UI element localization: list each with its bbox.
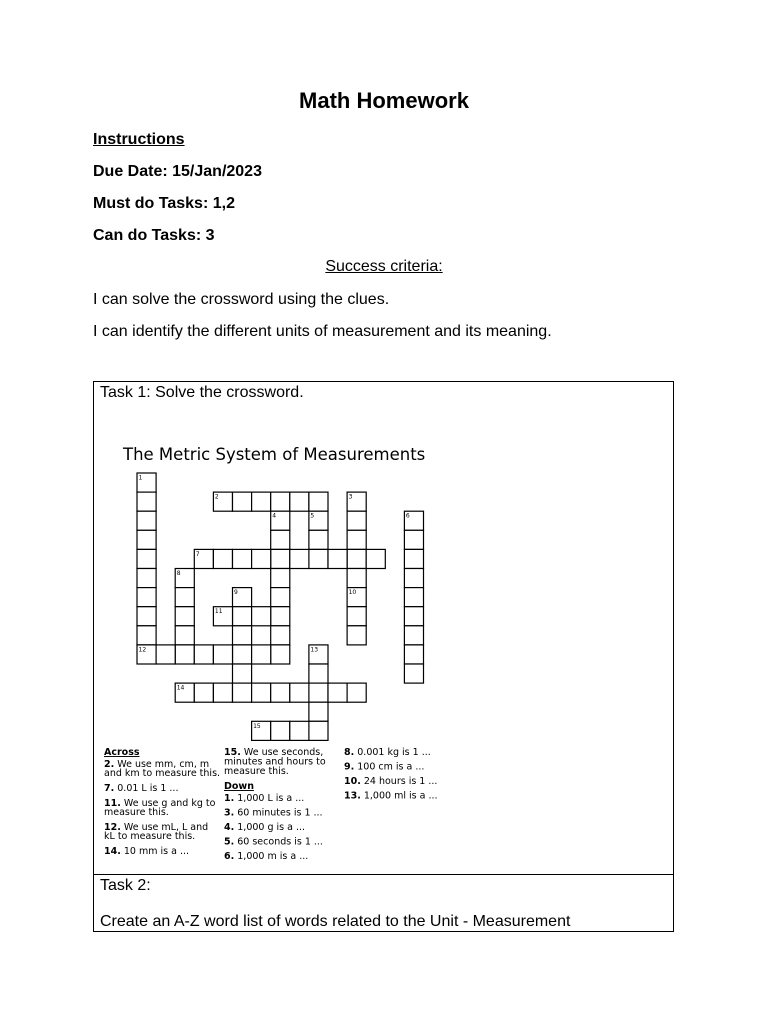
crossword-cell[interactable] (194, 683, 213, 702)
crossword-cell[interactable] (137, 607, 156, 626)
crossword-cell-number: 12 (138, 646, 147, 654)
crossword-title: The Metric System of Measurements (123, 445, 426, 464)
clue-line: 2. We use mm, cm, m (104, 759, 210, 770)
crossword-cell[interactable] (404, 588, 423, 607)
crossword-cell[interactable] (290, 549, 309, 568)
crossword-cell[interactable] (309, 664, 328, 683)
clue-line: 15. We use seconds, (224, 747, 324, 758)
clue-line: 4. 1,000 g is a ... (224, 822, 306, 833)
crossword-grid (137, 473, 424, 740)
crossword-cell-number: 7 (195, 550, 200, 558)
clue-line: 6. 1,000 m is a ... (224, 851, 309, 862)
crossword-puzzle (94, 382, 673, 872)
crossword-cell[interactable] (290, 492, 309, 511)
crossword-cell-number: 9 (234, 589, 238, 597)
crossword-cell-number: 3 (348, 493, 353, 501)
crossword-cell[interactable] (137, 511, 156, 530)
crossword-cell[interactable] (271, 530, 290, 549)
task-table (93, 381, 674, 932)
crossword-cell[interactable] (271, 626, 290, 645)
crossword-cell[interactable] (175, 645, 194, 664)
clue-line: measure this. (224, 766, 289, 777)
crossword-cell-number: 15 (253, 722, 261, 730)
crossword-cell-number: 8 (176, 570, 181, 577)
crossword-cell[interactable] (347, 626, 366, 645)
crossword-cell[interactable] (271, 549, 290, 568)
crossword-cell[interactable] (404, 530, 423, 549)
crossword-cell-number: 4 (272, 512, 277, 520)
crossword-cell[interactable] (404, 569, 423, 588)
clue-line: 9. 100 cm is a ... (344, 761, 425, 773)
crossword-cell[interactable] (309, 721, 328, 740)
crossword-cell[interactable] (271, 645, 290, 664)
clues-down (224, 793, 323, 862)
crossword-cell[interactable] (156, 645, 175, 664)
clue-line: 11. We use g and kg to (104, 798, 216, 809)
crossword-cell[interactable] (271, 569, 290, 588)
crossword-cell[interactable] (137, 549, 156, 568)
crossword-cell[interactable] (137, 492, 156, 511)
crossword-cell[interactable] (137, 530, 156, 549)
crossword-cell[interactable] (290, 721, 309, 740)
crossword-cell[interactable] (175, 588, 194, 607)
crossword-cell[interactable] (213, 549, 232, 568)
crossword-cell[interactable] (271, 492, 290, 511)
crossword-cell[interactable] (137, 588, 156, 607)
clue-line: 1. 1,000 L is a ... (224, 793, 305, 804)
crossword-cell[interactable] (252, 607, 271, 626)
crossword-cell[interactable] (271, 607, 290, 626)
crossword-cell[interactable] (233, 664, 252, 683)
crossword-cell[interactable] (347, 607, 366, 626)
crossword-cell[interactable] (252, 683, 271, 702)
crossword-cell[interactable] (271, 683, 290, 702)
crossword-cell[interactable] (328, 683, 347, 702)
crossword-cell[interactable] (309, 530, 328, 549)
crossword-cell[interactable] (290, 683, 309, 702)
crossword-cell[interactable] (271, 588, 290, 607)
crossword-cell-number: 5 (310, 512, 315, 520)
clues-across (104, 759, 220, 857)
page-title: Math Homework (299, 88, 469, 113)
crossword-cell[interactable] (233, 626, 252, 645)
criterion-2: I can identify the different units of measurement and its meaning. (93, 323, 552, 340)
clue-line: 13. 1,000 ml is a ... (344, 790, 438, 802)
across-heading: Across (104, 747, 140, 758)
crossword-cell[interactable] (404, 607, 423, 626)
clue-line: measure this. (104, 807, 169, 818)
clue-line: kL to measure this. (104, 831, 196, 842)
clue-line: 8. 0.001 kg is 1 ... (344, 747, 431, 758)
crossword-cell[interactable] (137, 569, 156, 588)
crossword-cell[interactable] (233, 683, 252, 702)
crossword-cell[interactable] (213, 683, 232, 702)
clues-across-cont (224, 747, 326, 777)
crossword-cell[interactable] (347, 511, 366, 530)
clue-line: 3. 60 minutes is 1 ... (224, 807, 323, 819)
can-do-tasks: Can do Tasks: 3 (93, 227, 215, 244)
clue-line: 5. 60 seconds is 1 ... (224, 836, 323, 848)
criterion-1: I can solve the crossword using the clues. (93, 291, 390, 308)
crossword-cell[interactable] (366, 549, 385, 568)
clue-line: minutes and hours to (224, 756, 326, 768)
crossword-cell[interactable] (328, 549, 347, 568)
crossword-cell[interactable] (309, 549, 328, 568)
crossword-cell[interactable] (252, 645, 271, 664)
crossword-cell[interactable] (404, 645, 423, 664)
task1-label: Task 1: Solve the crossword. (100, 384, 304, 401)
crossword-cell[interactable] (233, 645, 252, 664)
crossword-cell[interactable] (404, 664, 423, 683)
clue-line: and km to measure this. (104, 768, 221, 779)
crossword-cell[interactable] (347, 569, 366, 588)
crossword-cell[interactable] (233, 607, 252, 626)
crossword-cell[interactable] (175, 607, 194, 626)
task2-text: Create an A-Z word list of words related to the Unit - Measurement (100, 913, 571, 930)
clues-down-cont (344, 747, 438, 802)
task2-label: Task 2: (100, 877, 151, 894)
clue-line: 7. 0.01 L is 1 ... (104, 783, 179, 794)
crossword-cell-number: 14 (176, 684, 185, 692)
crossword-cell-number: 1 (138, 474, 143, 482)
crossword-cell-number: 11 (214, 608, 223, 616)
crossword-cell-number: 2 (214, 493, 219, 501)
crossword-cell[interactable] (137, 626, 156, 645)
crossword-cell[interactable] (233, 549, 252, 568)
clue-line: 14. 10 mm is a ... (104, 846, 190, 857)
clue-line: 12. We use mL, L and (104, 822, 209, 833)
crossword-cell[interactable] (404, 549, 423, 568)
crossword-cell[interactable] (347, 549, 366, 568)
crossword-cell[interactable] (404, 626, 423, 645)
crossword-cell-number: 13 (310, 646, 319, 654)
crossword-cell[interactable] (309, 683, 328, 702)
task-divider (94, 874, 673, 875)
success-criteria-heading: Success criteria: (325, 258, 443, 275)
crossword-cell[interactable] (175, 626, 194, 645)
crossword-cell[interactable] (271, 721, 290, 740)
clue-line: 10. 24 hours is 1 ... (344, 776, 438, 787)
down-heading: Down (224, 781, 254, 792)
crossword-cell[interactable] (213, 645, 232, 664)
crossword-cell[interactable] (347, 683, 366, 702)
crossword-cell[interactable] (252, 549, 271, 568)
crossword-cell[interactable] (309, 702, 328, 721)
crossword-cell[interactable] (252, 492, 271, 511)
crossword-cell[interactable] (233, 492, 252, 511)
crossword-cell[interactable] (347, 530, 366, 549)
due-date: Due Date: 15/Jan/2023 (93, 163, 262, 180)
instructions-heading: Instructions (93, 131, 185, 148)
must-do-tasks: Must do Tasks: 1,2 (93, 195, 235, 212)
crossword-cell-number: 6 (405, 512, 410, 520)
crossword-cell-number: 10 (348, 589, 357, 597)
crossword-cell[interactable] (309, 492, 328, 511)
crossword-cell[interactable] (194, 645, 213, 664)
